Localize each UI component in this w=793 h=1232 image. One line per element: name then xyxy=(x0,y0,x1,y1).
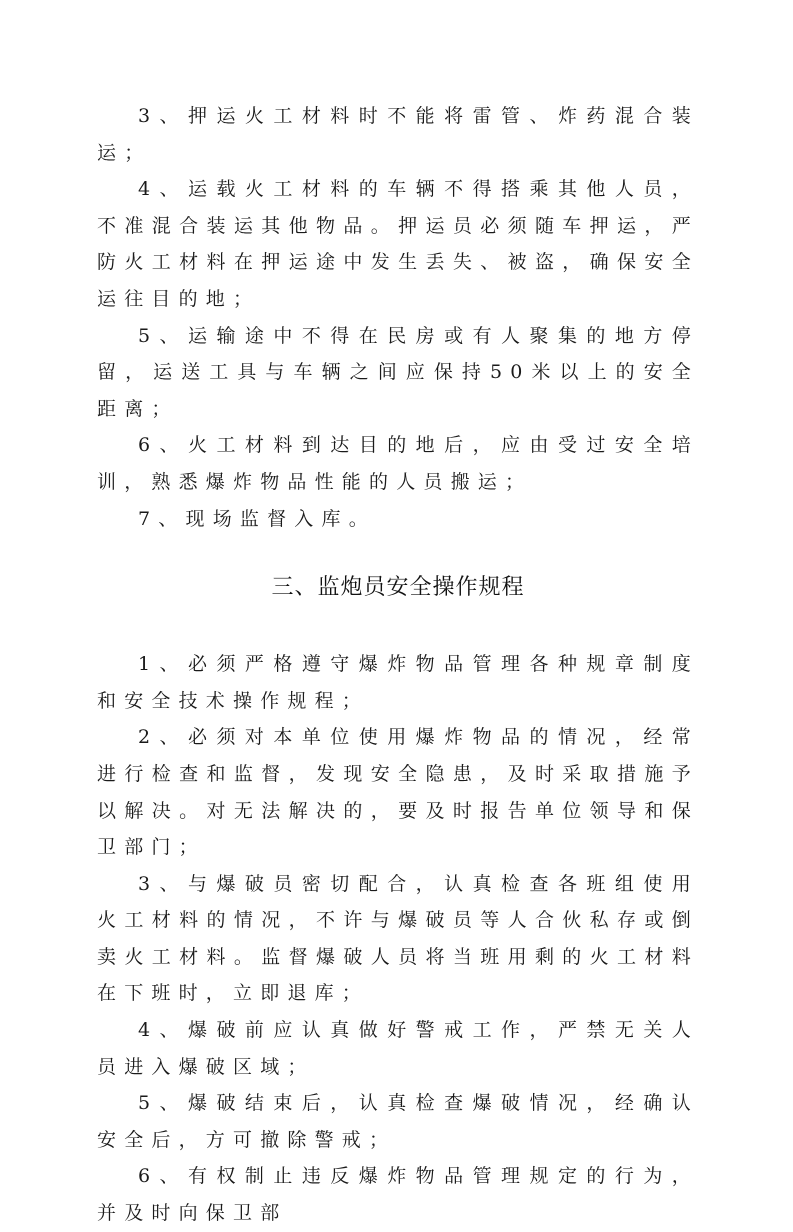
previous-section-list xyxy=(97,98,699,537)
list-item: 2、必须对本单位使用爆炸物品的情况，经常进行检查和监督，发现安全隐患，及时采取措施予以解决。对无法解决的，要及时报告单位领导和保卫部门； xyxy=(97,726,699,859)
section-heading: 三、监炮员安全操作规程 xyxy=(271,575,525,601)
list-item: 3、押运火工材料时不能将雷管、炸药混合装运； xyxy=(97,105,699,164)
document-page xyxy=(97,98,699,1232)
list-item: 4、运载火工材料的车辆不得搭乘其他人员，不准混合装运其他物品。押运员必须随车押运，严防火工材料在押运途中发生丢失、被盗，确保安全运往目的地； xyxy=(97,178,699,310)
list-item: 6、火工材料到达目的地后，应由受过安全培训，熟悉爆炸物品性能的人员搬运； xyxy=(97,434,699,493)
list-item: 7、现场监督入库。 xyxy=(138,507,376,530)
section-three-list xyxy=(97,646,699,1232)
list-item: 5、爆破结束后，认真检查爆破情况，经确认安全后，方可撤除警戒； xyxy=(97,1092,699,1151)
list-item: 5、运输途中不得在民房或有人聚集的地方停留，运送工具与车辆之间应保持50米以上的安全距离； xyxy=(97,324,699,420)
list-item: 4、爆破前应认真做好警戒工作，严禁无关人员进入爆破区域； xyxy=(97,1019,699,1078)
list-item: 6、有权制止违反爆炸物品管理规定的行为，并及时向保卫部 xyxy=(97,1165,699,1225)
list-item: 1、必须严格遵守爆炸物品管理各种规章制度和安全技术操作规程； xyxy=(97,653,699,712)
list-item: 3、与爆破员密切配合，认真检查各班组使用火工材料的情况，不许与爆破员等人合伙私存或倒卖火工材料。监督爆破人员将当班用剩的火工材料在下班时，立即退库； xyxy=(97,872,699,1005)
